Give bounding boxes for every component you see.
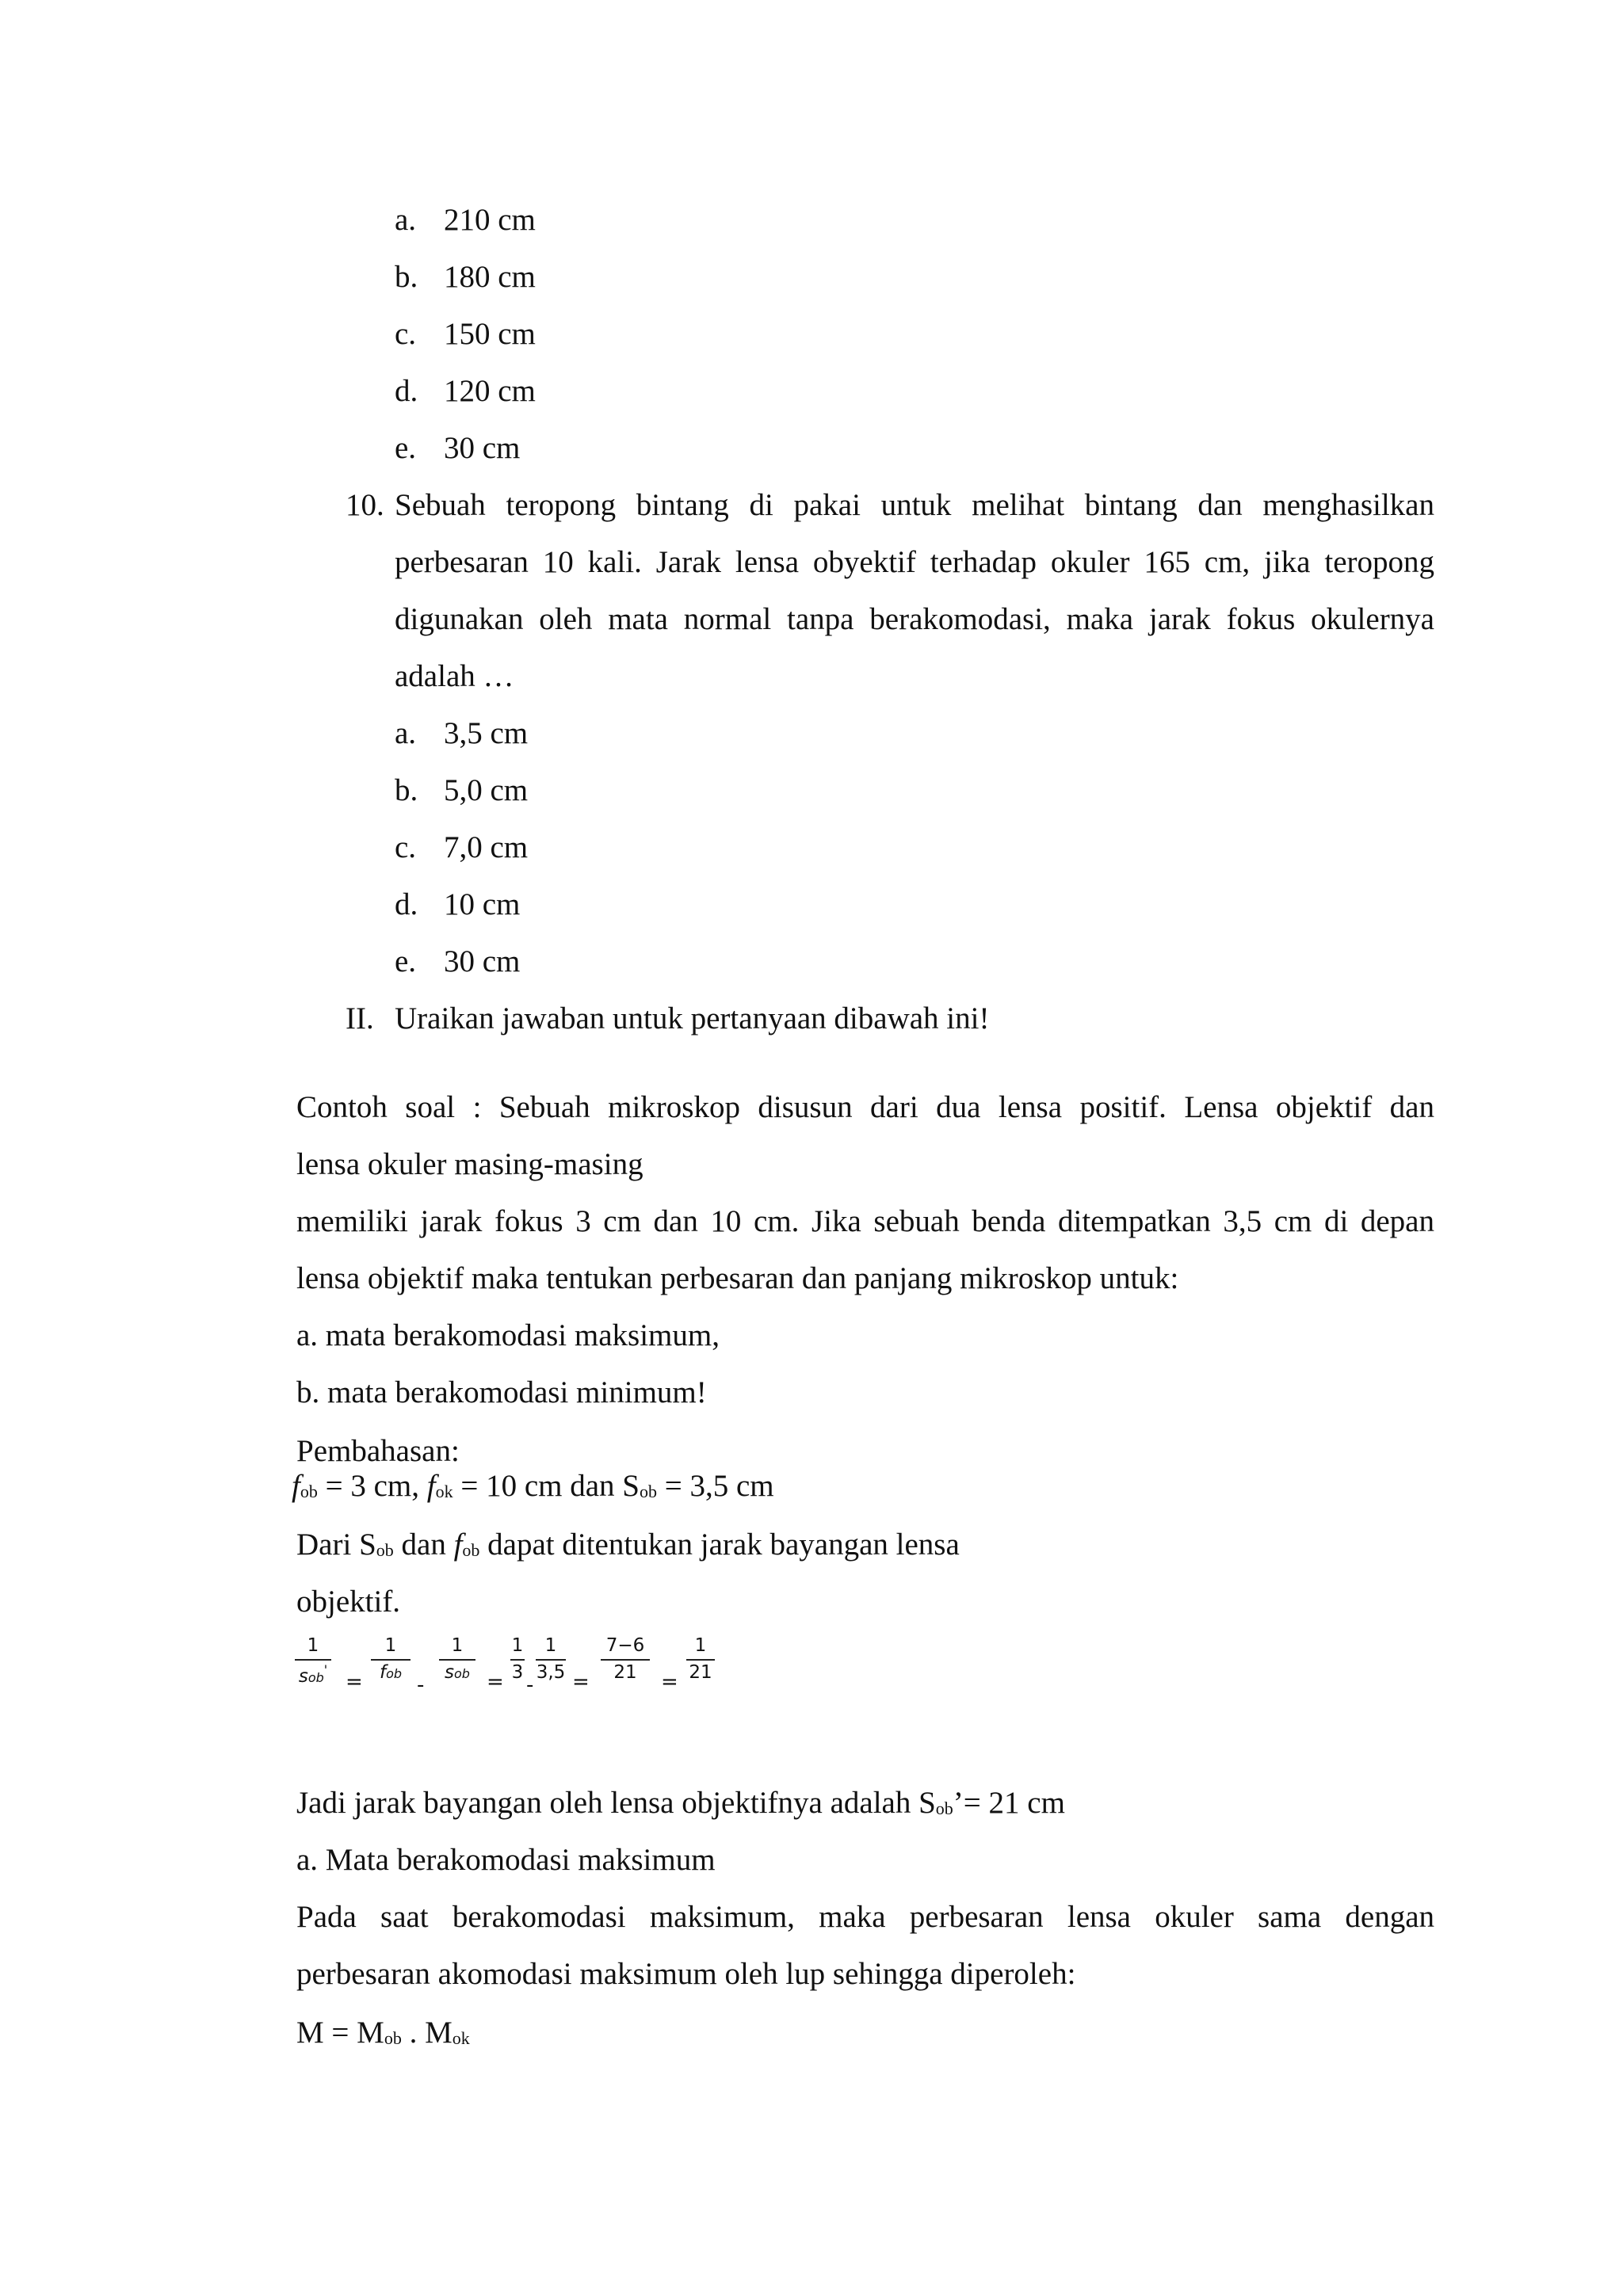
- dari-line-2: objektif.: [296, 1585, 401, 1619]
- option-letter: d.: [395, 887, 418, 921]
- fraction-1-over-sob-prime: [293, 1635, 333, 1686]
- option-text: 7,0 cm: [444, 830, 529, 864]
- formula-text: M = M: [296, 2016, 384, 2050]
- option-text: 5,0 cm: [444, 773, 529, 807]
- question-text-line: Sebuah teropong bintang di pakai untuk melihat bintang dan menghasilkan: [395, 488, 1434, 522]
- s-var: s: [445, 1662, 455, 1683]
- f-symbol: f: [426, 1469, 436, 1503]
- paragraph-line: memiliki jarak fokus 3 cm dan 10 cm. Jika sebuah benda ditempatkan 3,5 cm di depan: [296, 1204, 1434, 1238]
- equals-sign: =: [346, 1670, 363, 1694]
- s-symbol: S: [622, 1469, 640, 1503]
- question-text-line: adalah …: [395, 659, 514, 693]
- subscript: ok: [435, 1482, 453, 1501]
- subscript: ob: [384, 2028, 402, 2048]
- section-heading: Uraikan jawaban untuk pertanyaan dibawah ini!: [395, 1001, 990, 1035]
- result-text: ’= 21 cm: [953, 1786, 1065, 1820]
- denominator: 21: [689, 1662, 712, 1683]
- numerator: 1: [544, 1635, 557, 1656]
- option-text: 30 cm: [444, 944, 521, 978]
- question-text-line: digunakan oleh mata normal tanpa berakomodasi, maka jarak fokus okulernya: [395, 602, 1434, 636]
- paragraph-line: Contoh soal : Sebuah mikroskop disusun dari dua lensa positif. Lensa objektif dan: [296, 1090, 1434, 1124]
- subscript: ob: [639, 1482, 657, 1501]
- paragraph-line: lensa okuler masing-masing: [296, 1147, 643, 1181]
- paragraph-line: lensa objektif maka tentukan perbesaran dan panjang mikroskop untuk:: [296, 1261, 1179, 1295]
- option-letter: e.: [395, 944, 417, 978]
- equals-sign: =: [487, 1670, 504, 1694]
- given-text: = 10 cm dan: [453, 1469, 623, 1503]
- formula-text: . M: [401, 2016, 453, 2050]
- fraction-1-over-21: [685, 1635, 716, 1686]
- s-var: s: [298, 1666, 308, 1687]
- denominator: [437, 1661, 477, 1686]
- numerator: 1: [307, 1635, 319, 1656]
- denominator: 21: [613, 1662, 637, 1683]
- fraction-1-over-fob: [369, 1635, 412, 1686]
- subsection-title: a. Mata berakomodasi maksimum: [296, 1843, 716, 1877]
- subscript: ok: [452, 2028, 470, 2048]
- option-text: 10 cm: [444, 887, 521, 921]
- given-text: = 3 cm,: [317, 1469, 427, 1503]
- lens-formula: [293, 1635, 721, 1707]
- subscript: ob: [386, 1666, 403, 1681]
- section-number: II.: [346, 1001, 374, 1035]
- subscript: ob: [935, 1798, 953, 1818]
- denominator: [369, 1661, 412, 1686]
- option-text: 30 cm: [444, 431, 521, 465]
- f-symbol: f: [453, 1527, 463, 1562]
- option-letter: c.: [395, 830, 417, 864]
- denominator: [293, 1661, 333, 1686]
- question-text-line: perbesaran 10 kali. Jarak lensa obyektif terhadap okuler 165 cm, jika teropong: [395, 545, 1434, 579]
- option-letter: e.: [395, 431, 417, 465]
- question-number: 10.: [346, 488, 384, 522]
- subscript: ob: [307, 1670, 324, 1685]
- dari-text: dapat ditentukan jarak bayangan lensa: [479, 1527, 960, 1562]
- fraction-1-over-3-5: [534, 1635, 567, 1686]
- f-symbol: f: [292, 1469, 300, 1503]
- dari-text: dan: [393, 1527, 454, 1562]
- subscript: ob: [300, 1482, 318, 1501]
- result-text: Jadi jarak bayangan oleh lensa objektifnya adalah S: [296, 1786, 936, 1820]
- fraction-1-over-3: [509, 1635, 526, 1686]
- pembahasan-label: Pembahasan:: [296, 1434, 460, 1468]
- paragraph-line: a. mata berakomodasi maksimum,: [296, 1318, 720, 1352]
- fraction-7-6-over-21: [599, 1635, 651, 1686]
- dari-text: Dari: [296, 1527, 360, 1562]
- fraction-1-over-sob: [437, 1635, 477, 1686]
- option-letter: b.: [395, 773, 418, 807]
- numerator: 1: [451, 1635, 464, 1656]
- prime-mark: ': [323, 1662, 328, 1677]
- subscript: ob: [462, 1540, 480, 1560]
- equals-sign: =: [572, 1670, 590, 1694]
- given-text: = 3,5 cm: [656, 1469, 774, 1503]
- option-letter: b.: [395, 260, 418, 294]
- numerator: 1: [694, 1635, 707, 1656]
- denominator: 3,5: [536, 1662, 566, 1683]
- option-text: 180 cm: [444, 260, 536, 294]
- given-values: [292, 1470, 774, 1501]
- paragraph-line: perbesaran akomodasi maksimum oleh lup sehingga diperoleh:: [296, 1957, 1076, 1991]
- paragraph-line: Pada saat berakomodasi maksimum, maka perbesaran lensa okuler sama dengan: [296, 1900, 1434, 1934]
- minus-sign: -: [417, 1673, 425, 1697]
- s-symbol: S: [359, 1527, 376, 1562]
- option-letter: d.: [395, 374, 418, 408]
- option-text: 120 cm: [444, 374, 536, 408]
- option-letter: c.: [395, 317, 417, 351]
- result-line: [296, 1787, 1065, 1818]
- equals-sign: =: [661, 1670, 678, 1694]
- f-var: f: [379, 1662, 387, 1683]
- numerator: 1: [384, 1635, 397, 1656]
- numerator: 7−6: [605, 1635, 645, 1656]
- minus-sign: -: [526, 1673, 534, 1697]
- dari-line: [296, 1529, 960, 1560]
- option-letter: a.: [395, 716, 417, 750]
- magnification-formula: [296, 2017, 470, 2048]
- option-text: 210 cm: [444, 203, 536, 237]
- subscript: ob: [454, 1666, 470, 1681]
- denominator: 3: [511, 1662, 524, 1683]
- option-text: 3,5 cm: [444, 716, 529, 750]
- option-letter: a.: [395, 203, 417, 237]
- option-text: 150 cm: [444, 317, 536, 351]
- paragraph-line: b. mata berakomodasi minimum!: [296, 1375, 707, 1409]
- subscript: ob: [376, 1540, 394, 1560]
- numerator: 1: [511, 1635, 524, 1656]
